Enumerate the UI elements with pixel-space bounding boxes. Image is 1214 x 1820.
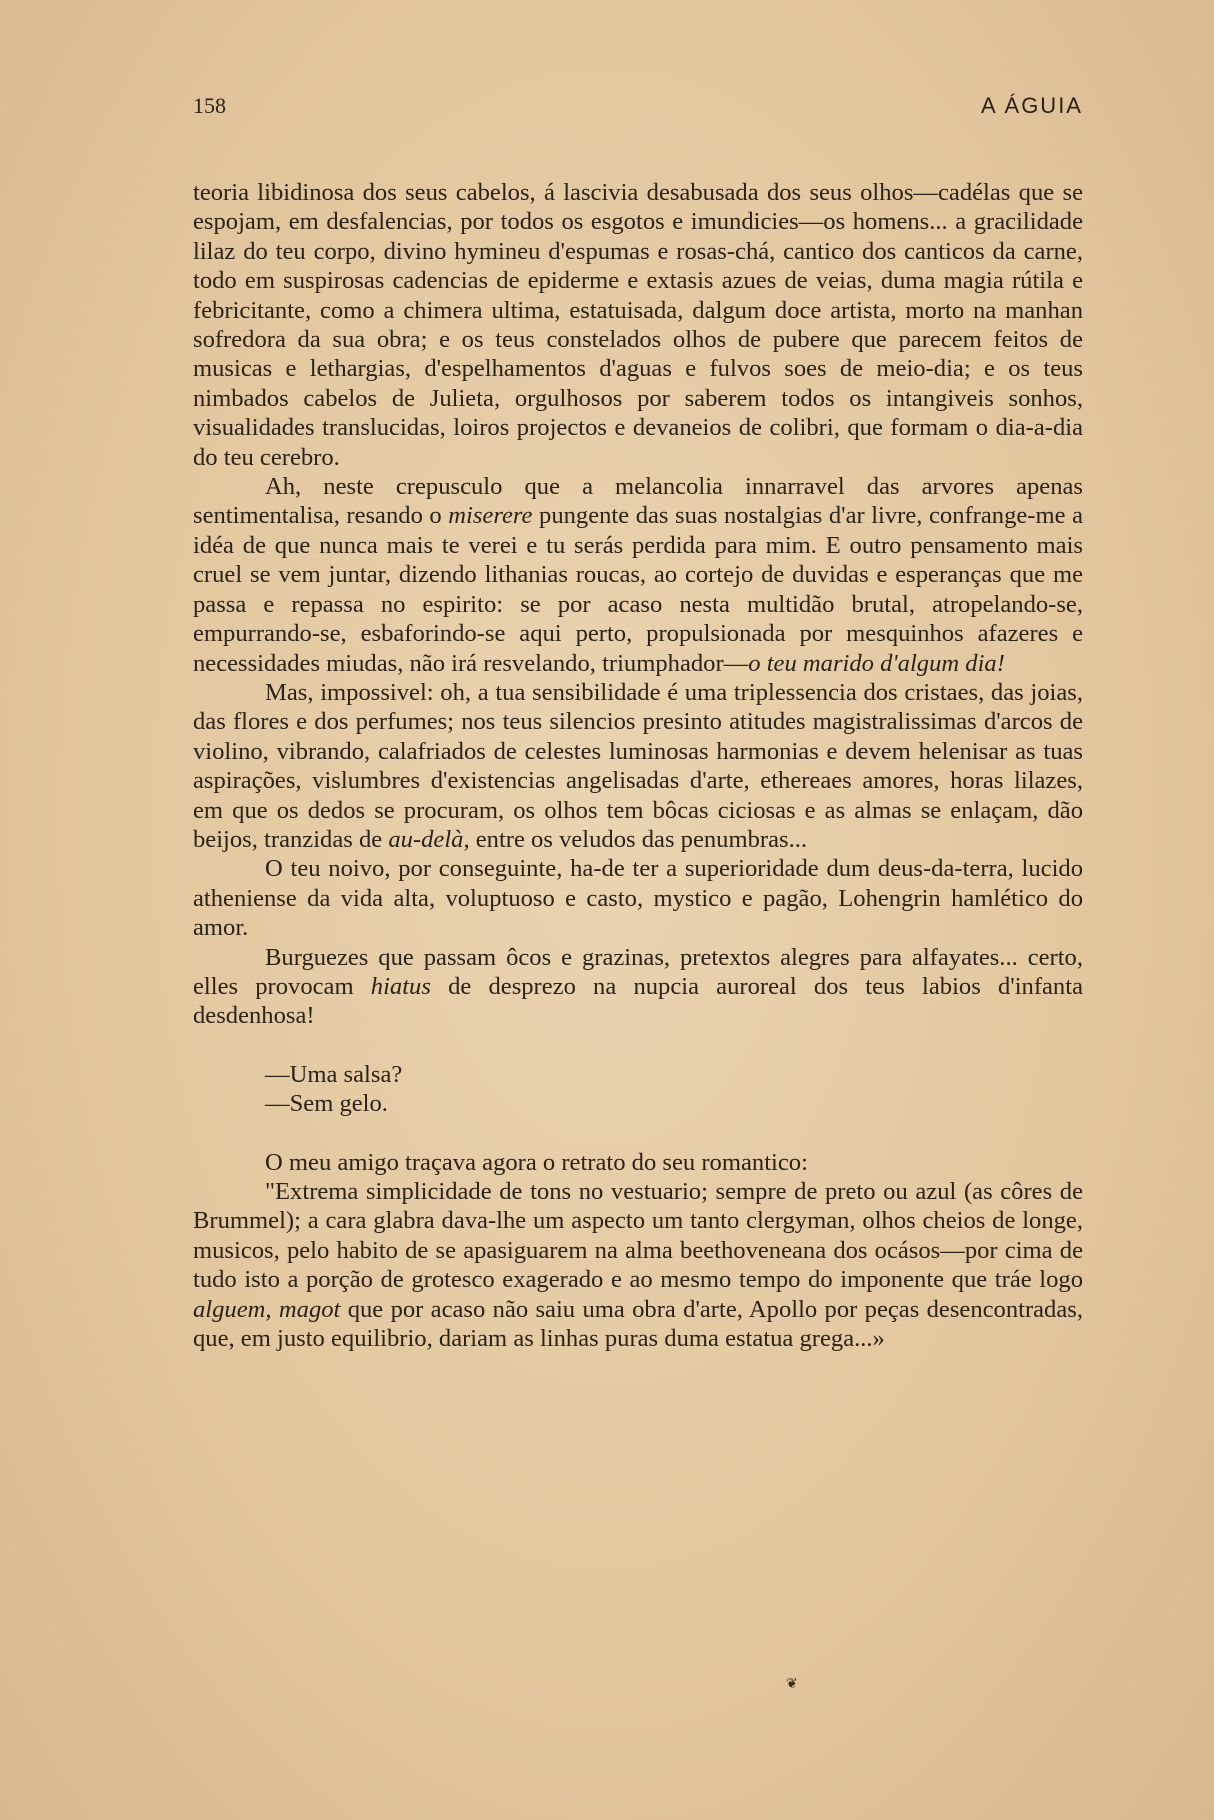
paragraph-3-italic-au-dela: au-delà, — [388, 825, 470, 853]
paragraph-5 — [193, 943, 1083, 1031]
paragraph-3 — [193, 678, 1083, 854]
page-number: 158 — [193, 93, 226, 118]
dialogue-line-1: —Uma salsa? — [265, 1060, 403, 1088]
paragraph-7-text-b: que por acaso não saiu uma obra d'arte, Apollo por peças desencontradas, que, em justo equilibrio, dariam as linhas puras duma estatua grega...» — [193, 1295, 1083, 1353]
paragraph-7 — [193, 1177, 1083, 1353]
body-text — [193, 178, 1083, 1353]
paragraph-5-text-a: Burguezes que passam ôcos e grazinas, pretextos alegres para alfayates... certo, elles provocam — [193, 943, 1083, 1000]
paragraph-4: O teu noivo, por conseguinte, ha-de ter a superioridade dum deus-da-terra, lucido atheniense da vida alta, voluptuoso e casto, mystico e pagão, Lohengrin hamlético do amor. — [193, 855, 1083, 942]
ornament-mark: ❦ — [786, 1676, 798, 1692]
page-header — [193, 93, 1083, 123]
dialogue-line-2: —Sem gelo. — [265, 1090, 388, 1118]
paragraph-6: O meu amigo traçava agora o retrato do seu romantico: — [265, 1148, 808, 1176]
paragraph-1: teoria libidinosa dos seus cabelos, á lascivia desabusada dos seus olhos—cadélas que se espojam, em desfalencias, por todos os esgotos e imundicies—os homens... a gracilidade lilaz do teu corpo, divino hymineu d'espumas e rosas-chá, cantico dos canticos da carne, todo em suspirosas cadencias de epiderme e extasis azues de veias, duma magia rútila e febricitante, como a chimera ultima, estatuisada, dalgum doce artista, morto na manhan sofredora da sua obra; e os teus constelados olhos de pubere que parecem feitos de musicas e lethargias, d'espelhamentos d'aguas e fulvos soes de meio-dia; e os teus nimbados cabelos de Julieta, orgulhosos por saberem todos os intangiveis sonhos, visualidades translucidas, loiros projectos e devaneios de colibri, que formam o dia-a-dia do teu cerebro. — [193, 179, 1083, 471]
paragraph-2-italic-closing: o teu marido d'algum dia! — [748, 649, 1005, 677]
paragraph-5-italic-hiatus: hiatus — [370, 972, 431, 1000]
running-head: A ÁGUIA — [980, 93, 1083, 118]
paragraph-2-text-a: Ah, neste crepusculo que a melancolia innarravel das arvores apenas sentimentalisa, resando o — [193, 473, 1083, 530]
paragraph-2-text-b: pungente das suas nostalgias d'ar livre, confrange-me a idéa de que nunca mais te verei e tu serás perdida para mim. E outro pensamento mais cruel se vem juntar, dizendo lithanias roucas, ao cortejo de duvidas e esperanças que me passa e repassa no espirito: se por acaso nesta multidão brutal, atropelando-se, empurrando-se, esbaforindo-se aqui perto, propulsionada por mesquinhos afazeres e necessidades miudas, não irá resvelando, triumphador— — [193, 502, 1083, 677]
paragraph-7-text-a: "Extrema simplicidade de tons no vestuario; sempre de preto ou azul (as côres de Brummel); a cara glabra dava-lhe um aspecto um tanto clergyman, olhos cheios de longe, musicos, pelo habito de se apasiguarem na alma beethoveneana dos ocásos—por cima de tudo isto a porção de grotesco exagerado e ao mesmo tempo do imponente que tráe logo — [193, 1178, 1083, 1294]
paragraph-7-italic-alguem-magot: alguem, magot — [193, 1295, 341, 1323]
paragraph-3-text-b: entre os veludos das penumbras... — [469, 825, 808, 853]
paragraph-2 — [193, 472, 1083, 678]
paragraph-5-text-b: de desprezo na nupcia auroreal dos teus labios d'infanta desdenhosa! — [193, 972, 1083, 1030]
paragraph-3-text-a: Mas, impossivel: oh, a tua sensibilidade é uma triplessencia dos cristaes, das joias, das flores e dos perfumes; nos teus silencios presinto atitudes magistralissimas d'arcos de violino, vibrando, calafriados de celestes luminosas harmonias e devem helenisar as tuas aspirações, vislumbres d'existencias angelisadas d'arte, ethereaes amores, horas lilazes, em que os dedos se procuram, os olhos tem bôcas ciciosas e as almas se enlaçam, dão beijos, tranzidas de — [193, 678, 1083, 853]
paragraph-2-italic-miserere: miserere — [448, 502, 533, 530]
